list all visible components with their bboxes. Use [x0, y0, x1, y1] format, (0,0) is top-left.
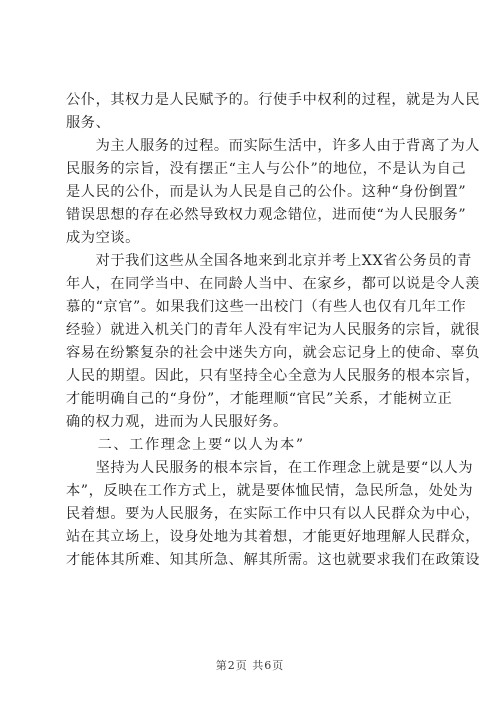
text-line: 确的权力观，进而为人民服好务。 — [66, 414, 288, 430]
text-line: 站在其立场上，设身处地为其着想，才能更好地理解人民群众， — [66, 529, 481, 545]
text-line: 成为空谈。 — [66, 230, 140, 246]
text-line: 服务、 — [66, 115, 111, 131]
text-line: 经验）就进入机关门的青年人没有牢记为人民服务的宗旨，就很 — [66, 322, 481, 338]
text-line: 错误思想的存在必然导致权力观念错位，进而使“为人民服务” — [66, 207, 467, 223]
section-heading: 二、工作理念上要“以人为本” — [66, 437, 305, 453]
text-line: 人民的期望。因此，只有坚持全心全意为人民服务的根本宗旨， — [66, 368, 481, 384]
text-line: 民服务的宗旨，没有摆正“主人与公仆”的地位，不是认为自己 — [66, 161, 467, 177]
text-line: 是人民的公仆，而是认为人民是自己的公仆。这种“身份倒置” — [66, 184, 467, 200]
document-body — [66, 89, 481, 572]
page-footer: 第2页 共6页 — [215, 659, 285, 672]
text-line: 本”，反映在工作方式上，就是要体恤民情，急民所急，处处为 — [66, 483, 474, 499]
text-line: 坚持为人民服务的根本宗旨，在工作理念上就是要“以人为 — [66, 460, 474, 476]
text-line: 容易在纷繁复杂的社会中迷失方向，就会忘记身上的使命、辜负 — [66, 345, 481, 361]
text-line: 年人，在同学当中、在同龄人当中、在家乡，都可以说是令人羡 — [66, 276, 481, 292]
text-line: 民着想。要为人民服务，在实际工作中只有以人民群众为中心， — [66, 506, 481, 522]
text-line: 对于我们这些从全国各地来到北京并考上XX省公务员的青 — [66, 253, 472, 269]
text-line: 才能明确自己的“身份”，才能理顺“官民”关系，才能树立正 — [66, 391, 453, 407]
text-line: 慕的“京官”。如果我们这些一出校门（有些人也仅有几年工作 — [66, 299, 467, 315]
text-line: 为主人服务的过程。而实际生活中，许多人由于背离了为人 — [66, 138, 481, 154]
text-line: 公仆，其权力是人民赋予的。行使手中权利的过程，就是为人民 — [66, 92, 481, 108]
text-line: 才能体其所难、知其所急、解其所需。这也就要求我们在政策设 — [66, 552, 481, 568]
